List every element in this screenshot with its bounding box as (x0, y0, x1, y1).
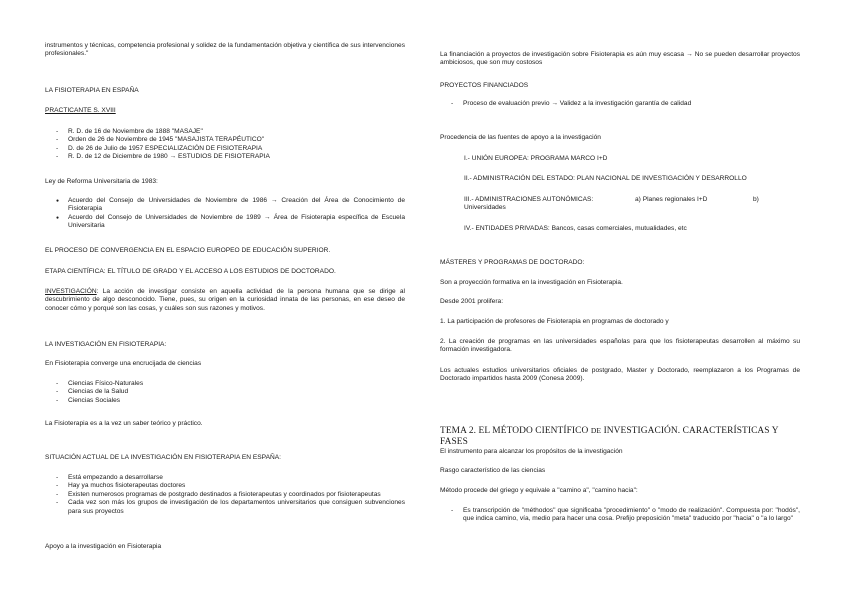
fuente-privadas: IV.- ENTIDADES PRIVADAS: Bancos, casas comerciales, mutualidades, etc (464, 225, 687, 232)
investigacion-label: INVESTIGACIÓN (45, 288, 97, 295)
fuente-estado: II.- ADMINISTRACIÓN DEL ESTADO: PLAN NACIONAL DE INVESTIGACIÓN Y DESARROLLO (464, 175, 747, 182)
fuente-autonomicas-label: III.- ADMINISTRACIONES AUTONÓMICAS: (464, 196, 594, 203)
list-item: - Está empezando a desarrollarse (45, 474, 405, 482)
list-item: ● Acuerdo del Consejo de Universidades de Noviembre de 1986 → Creación del Área de Conocimiento de Fisioterapia (45, 197, 405, 214)
fuente-union-europea: I.- UNIÓN EUROPEA: PROGRAMA MARCO I+D (464, 155, 608, 162)
investigacion-paragraph (45, 288, 405, 313)
fuente-planes-regionales: a) Planes regionales I+D (635, 196, 708, 203)
list-item: - Cada vez son más los grupos de investigación de los departamentos universitarios que consiguen subvenciones para sus proyectos (45, 499, 405, 516)
tema-title-part2: DE (590, 426, 602, 435)
investigacion-text: : La acción de investigar consiste en aquella actividad de la persona humana que se dirige al descubrimiento de algo desconocido. Tiene, pues, su origen en la curiosidad innata de las personas, en ese deseo de conocer cómo y porqué son las cosas, y cuáles son sus razones y motivos. (45, 288, 405, 312)
tema-title-part3: INVESTIGACIÓN. CARACTERÍSTICAS Y FASES (440, 426, 779, 447)
tema-title-part1: TEMA 2. EL MÉTODO CIENTÍFICO (440, 426, 591, 436)
procedencia-text: Procedencia de las fuentes de apoyo a la investigación (440, 134, 601, 141)
metodo-text: Método procede del griego y equivale a "camino a", "camino hacia": (440, 487, 638, 494)
list-item: - Ciencias Sociales (45, 397, 405, 405)
rasgo-text: Rasgo característico de las ciencias (440, 467, 546, 474)
list-item: - D. de 26 de Julio de 1957 ESPECIALIZACIÓN DE FISIOTERAPIA (45, 145, 405, 153)
list-item: - Es transcripción de "méthodos" que significaba "procedimiento" o "modo de realización". Compuesta por: "hodós", que indica camino, vía, medio para hacer una cosa. Prefijo preposición "meta" traducido por "hacia" o "a lo largo" (440, 507, 800, 524)
fuente-b-label: b) (753, 196, 759, 203)
convergencia-heading: EL PROCESO DE CONVERGENCIA EN EL ESPACIO EUROPEO DE EDUCACIÓN SUPERIOR. (45, 247, 331, 254)
section-heading-practicante: PRACTICANTE S. XVIII (45, 107, 116, 114)
list-item: - Ciencias Físico-Naturales (45, 380, 405, 388)
situacion-list (45, 474, 405, 516)
list-item: - R. D. de 12 de Diciembre de 1980 → ESTUDIOS DE FISIOTERAPIA (45, 153, 405, 161)
intro-paragraph: instrumentos y técnicas, competencia profesional y solidez de la fundamentación objetiva y científica de sus intervenciones profesionales." (45, 42, 405, 58)
financiacion-paragraph: La financiación a proyectos de investigación sobre Fisioterapia es aún muy escasa → No se pueden desarrollar proyectos ambiciosos, que son muy costosos (440, 51, 800, 67)
investigacion-fisioterapia-heading: LA INVESTIGACIÓN EN FISIOTERAPIA: (45, 341, 167, 348)
etapa-heading: ETAPA CIENTÍFICA: EL TÍTULO DE GRADO Y EL ACCESO A LOS ESTUDIOS DE DOCTORADO. (45, 268, 336, 275)
apoyo-text: Apoyo a la investigación en Fisioterapia (45, 543, 162, 550)
list-item: - Existen numerosos programas de postgrado destinados a fisioterapeutas y coordinados por fisioterapeutas (45, 491, 405, 499)
ciencias-list (45, 380, 405, 405)
converge-text: En Fisioterapia converge una encrucijada de ciencias (45, 360, 202, 367)
tema-2-heading (440, 425, 800, 448)
fuente-universidades: Universidades (464, 204, 506, 212)
ley-reforma-text: Ley de Reforma Universitaria de 1983: (45, 178, 158, 185)
punto-1: 1. La participación de profesores de Fisioterapia en programas de doctorado y (440, 318, 669, 325)
proyectos-heading: PROYECTOS FINANCIADOS (440, 82, 529, 89)
section-heading-fisioterapia-espana: LA FISIOTERAPIA EN ESPAÑA (45, 87, 139, 94)
saber-text: La Fisioterapia es a la vez un saber teórico y práctico. (45, 420, 203, 427)
instrumento-text: El instrumento para alcanzar los propósitos de la investigación (440, 448, 623, 455)
list-item: - R. D. de 16 de Noviembre de 1888 "MASAJE" (45, 128, 405, 136)
list-item: - Ciencias de la Salud (45, 388, 405, 396)
list-item: - Proceso de evaluación previo → Validez a la investigación garantía de calidad (440, 100, 800, 108)
laws-list (45, 128, 405, 162)
masteres-heading: MÁSTERES Y PROGRAMAS DE DOCTORADO: (440, 259, 585, 266)
acuerdos-list (45, 197, 405, 231)
list-item: - Hay ya muchos fisioterapeutas doctores (45, 482, 405, 490)
desde-text: Desde 2001 prolifera: (440, 298, 504, 305)
proyeccion-text: Son a proyección formativa en la investigación en Fisioterapia. (440, 279, 623, 286)
proyectos-list (440, 100, 800, 108)
list-item: - Orden de 26 de Noviembre de 1945 "MASAJISTA TERAPÉUTICO" (45, 136, 405, 144)
metodo-list (440, 507, 800, 524)
actuales-paragraph: Los actuales estudios universitarios oficiales de postgrado, Master y Doctorado, reemplazaron a los Programas de Doctorado impartidos hasta 2009 (Conesa 2009). (440, 367, 800, 383)
fuente-autonomicas (440, 196, 824, 213)
list-item: ● Acuerdo del Consejo de Universidades de Noviembre de 1989 → Área de Fisioterapia específica de Escuela Universitaria (45, 214, 405, 231)
situacion-heading: SITUACIÓN ACTUAL DE LA INVESTIGACIÓN EN FISIOTERAPIA EN ESPAÑA: (45, 454, 281, 461)
punto-2: 2. La creación de programas en las universidades españolas para que los fisioterapeutas desarrollen al máximo su formación investigadora. (440, 338, 800, 354)
